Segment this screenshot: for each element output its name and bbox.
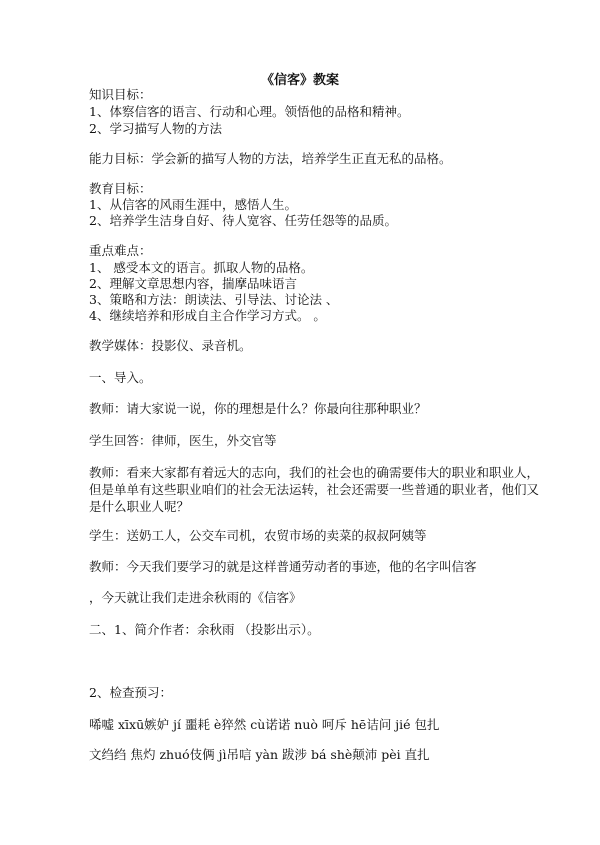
- teacher-intro-line-2: ，今天就让我们走进余秋雨的《信客》: [89, 590, 302, 605]
- teacher-intro-line-1: 教师：今天我们要学习的就是这样普通劳动者的事迹，他的名字叫信客: [89, 559, 477, 574]
- document-title: 《信客》教案: [260, 73, 339, 88]
- knowledge-goal-1: 1、体察信客的语言、行动和心理。领悟他的品格和精神。: [89, 104, 410, 119]
- key-difficulty-2: 2、理解文章思想内容，揣摩品味语言: [89, 276, 297, 291]
- key-difficulty-1: 1、 感受本文的语言。抓取人物的品格。: [89, 260, 314, 275]
- knowledge-goals-heading: 知识目标：: [89, 87, 152, 102]
- teacher-remark-line-1: 教师：看来大家都有着远大的志向，我们的社会也的确需要伟大的职业和职业人，: [89, 465, 540, 480]
- ability-goal: 能力目标：学会新的描写人物的方法，培养学生正直无私的品格。: [89, 151, 452, 166]
- education-goal-1: 1、从信客的风雨生涯中，感悟人生。: [89, 197, 297, 212]
- key-difficulties-heading: 重点难点：: [89, 243, 152, 258]
- preview-check-heading: 2、检查预习：: [89, 685, 172, 700]
- student-answer-1: 学生回答：律师，医生，外交官等: [89, 433, 277, 448]
- vocab-line-2: 文绉绉 焦灼 zhuó伎俩 jì吊唁 yàn 跋涉 bá shè颠沛 pèi 直扎: [89, 747, 430, 762]
- section-intro-heading: 一、导入。: [89, 370, 152, 385]
- education-goals-heading: 教育目标：: [89, 181, 152, 196]
- key-difficulty-3: 3、策略和方法：朗读法、引导法、讨论法 、: [89, 292, 339, 307]
- knowledge-goal-2: 2、学习描写人物的方法: [89, 121, 222, 136]
- teacher-remark-line-3: 是什么职业人呢？: [89, 499, 190, 514]
- teacher-question: 教师：请大家说一说，你的理想是什么？你最向往那种职业？: [89, 401, 427, 416]
- author-intro: 二、1、简介作者：余秋雨 （投影出示）。: [89, 622, 320, 637]
- education-goal-2: 2、培养学生洁身自好、待人宽容、任劳任怨等的品质。: [89, 213, 397, 228]
- vocab-line-1: 唏嘘 xīxū嫉妒 jí 噩耗 è猝然 cù诺诺 nuò 呵斥 hē诘问 jié 包扎: [89, 717, 440, 732]
- teacher-remark-line-2: 但是单单有这些职业咱们的社会无法运转，社会还需要一些普通的职业者，他们又: [89, 482, 540, 497]
- teaching-media: 教学媒体：投影仪、录音机。: [89, 338, 252, 353]
- key-difficulty-4: 4、继续培养和形成自主合作学习方式。 。: [89, 308, 326, 323]
- student-answer-2: 学生：送奶工人，公交车司机，农贸市场的卖菜的叔叔阿姨等: [89, 528, 427, 543]
